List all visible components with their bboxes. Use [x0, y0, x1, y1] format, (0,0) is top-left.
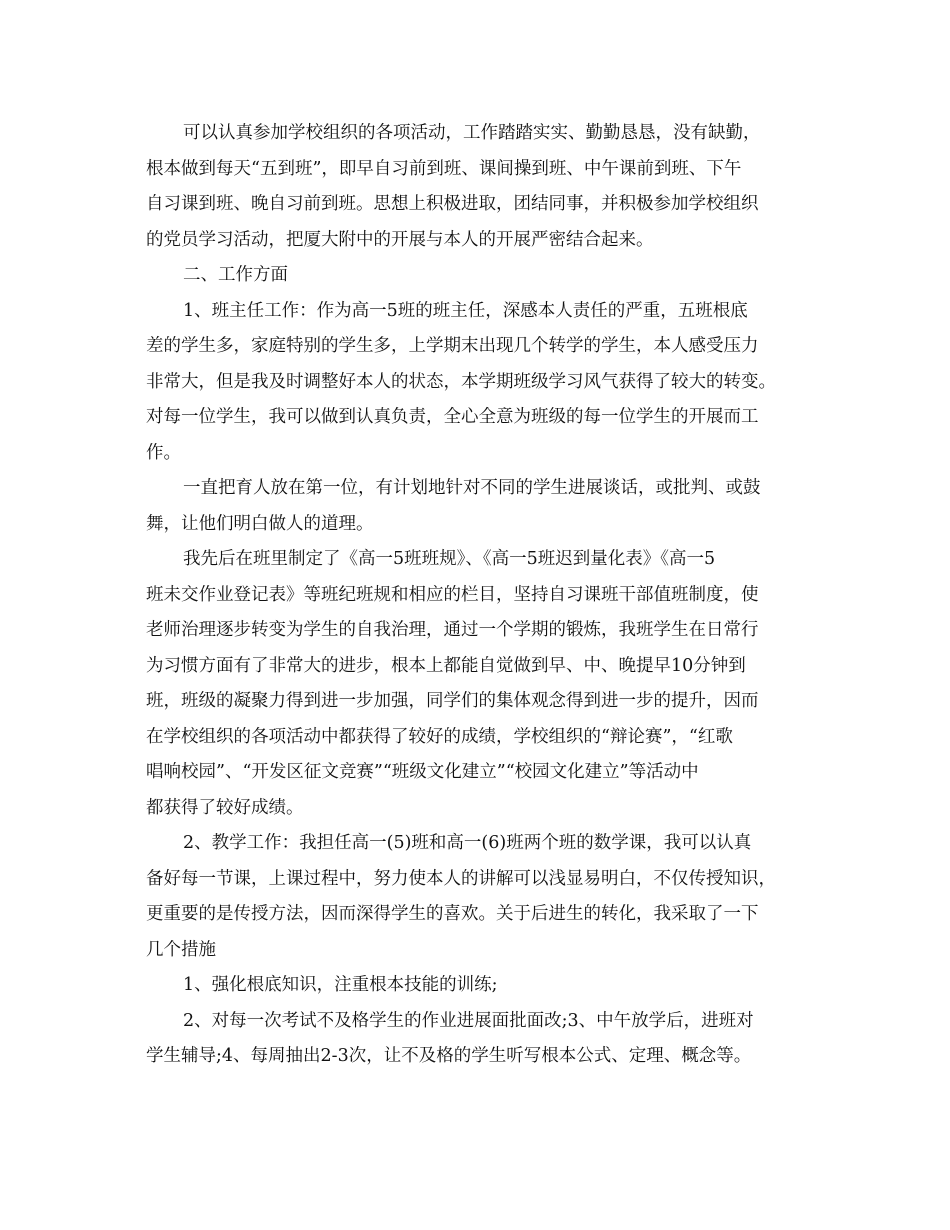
text-line: 班未交作业登记表》等班纪班规和相应的栏目，坚持自习课班干部值班制度，使 — [146, 584, 759, 605]
text-line: 更重要的是传授方法，因而深得学生的喜欢。关于后进生的转化，我采取了一下 — [146, 904, 759, 924]
text-line: 几个措施 — [146, 939, 216, 960]
list-item: 1、强化根底知识，注重根本技能的训练; — [183, 975, 498, 995]
document-body — [146, 116, 806, 1075]
text-line: 作。 — [146, 442, 181, 463]
text-line: 在学校组织的各项活动中都获得了较好的成绩，学校组织的“辩论赛”，“红歌 — [146, 726, 733, 747]
text-line: 舞，让他们明白做人的道理。 — [146, 513, 374, 534]
text-line: 我先后在班里制定了《高一5班班规》、《高一5班迟到量化表》《高一5 — [183, 549, 716, 569]
list-item: 2、对每一次考试不及格学生的作业进展面批面改;3、中午放学后，进班对 — [183, 1010, 754, 1031]
text-line: 对每一位学生，我可以做到认真负责，全心全意为班级的每一位学生的开展而工 — [146, 407, 759, 427]
text-line: 根本做到每天“五到班”，即早自习前到班、课间操到班、中午课前到班、下午 — [146, 158, 742, 179]
text-line: 差的学生多，家庭特别的学生多，上学期末出现几个转学的学生，本人感受压力 — [146, 336, 759, 356]
text-line: 1、班主任工作：作为高一5班的班主任，深感本人责任的严重，五班根底 — [183, 300, 748, 321]
text-line: 老师治理逐步转变为学生的自我治理，通过一个学期的锻炼，我班学生在日常行 — [146, 620, 759, 640]
text-line: 班，班级的凝聚力得到进一步加强，同学们的集体观念得到进一步的提升，因而 — [146, 691, 759, 711]
text-line: 唱响校园”、“开发区征文竞赛”“班级文化建立”“校园文化建立”等活动中 — [146, 762, 699, 782]
text-line: 学生辅导;4、每周抽出2-3次，让不及格的学生听写根本公式、定理、概念等。 — [146, 1046, 752, 1066]
section-heading: 二、工作方面 — [183, 265, 288, 285]
text-line: 都获得了较好成绩。 — [146, 797, 304, 818]
text-line: 自习课到班、晚自习前到班。思想上积极进取，团结同事，并积极参加学校组织 — [146, 194, 759, 214]
text-line: 一直把育人放在第一位，有计划地针对不同的学生进展谈话，或批判、或鼓 — [183, 478, 761, 498]
text-line: 可以认真参加学校组织的各项活动，工作踏踏实实、勤勤恳恳，没有缺勤， — [183, 123, 761, 143]
text-line: 为习惯方面有了非常大的进步，根本上都能自觉做到早、中、晚提早10分钟到 — [146, 655, 746, 676]
text-line: 备好每一节课，上课过程中，努力使本人的讲解可以浅显易明白，不仅传授知识， — [146, 868, 776, 889]
text-line: 的党员学习活动，把厦大附中的开展与本人的开展严密结合起来。 — [146, 229, 654, 250]
text-line: 2、教学工作：我担任高一(5)班和高一(6)班两个班的数学课，我可以认真 — [183, 833, 752, 853]
text-line: 非常大，但是我及时调整好本人的状态，本学期班级学习风气获得了较大的转变。 — [146, 371, 776, 392]
